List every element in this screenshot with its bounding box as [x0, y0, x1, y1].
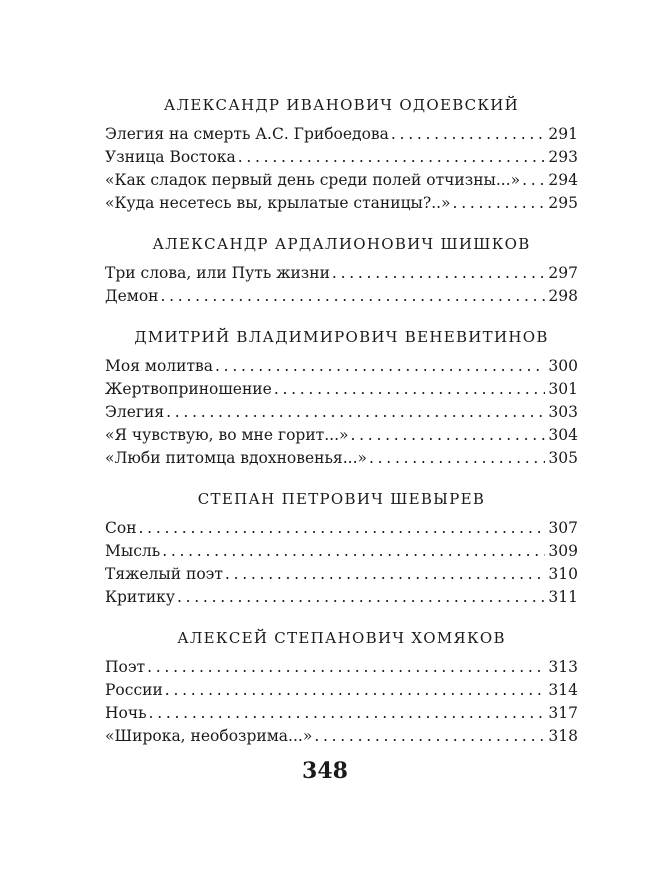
dot-leader: [215, 355, 545, 378]
entry-title: «Я чувствую, во мне горит...»: [105, 426, 349, 444]
dot-leader: [225, 563, 545, 586]
entry-title: Тяжелый поэт: [105, 565, 223, 583]
entry-title: Критику: [105, 588, 175, 606]
author-heading: АЛЕКСАНДР ИВАНОВИЧ ОДОЕВСКИЙ: [163, 96, 520, 114]
toc-section: [105, 326, 578, 470]
entry-page: 314: [548, 681, 578, 699]
entry-title: Ночь: [105, 704, 147, 722]
toc-entry: [105, 192, 578, 215]
entry-title: Элегия: [105, 403, 165, 421]
dot-leader: [238, 146, 546, 169]
entry-page: 295: [548, 194, 578, 212]
entry-title: Моя молитва: [105, 357, 214, 375]
dot-leader: [351, 424, 546, 447]
entry-page: 307: [548, 519, 578, 537]
entry-title: Жертвоприношение: [105, 380, 272, 398]
toc-section: [105, 488, 578, 609]
toc-entry: [105, 586, 578, 609]
entry-page: 313: [548, 658, 578, 676]
dot-leader: [162, 540, 545, 563]
toc-entry: [105, 563, 578, 586]
entry-title: Узница Востока: [105, 148, 236, 166]
toc-entry: [105, 517, 578, 540]
entry-page: 297: [548, 264, 578, 282]
dot-leader: [177, 586, 545, 609]
entry-page: 318: [548, 727, 578, 745]
entry-page: 303: [548, 403, 578, 421]
dot-leader: [166, 401, 545, 424]
entry-page: 294: [548, 171, 578, 189]
toc-entry: [105, 725, 578, 748]
entry-page: 301: [548, 380, 578, 398]
toc-entry: [105, 656, 578, 679]
toc-entry: [105, 355, 578, 378]
toc-entry: [105, 401, 578, 424]
entry-title: «Как сладок первый день среди полей отчизны...»: [105, 171, 521, 189]
author-heading: АЛЕКСАНДР АРДАЛИОНОВИЧ ШИШКОВ: [152, 235, 531, 253]
entry-page: 291: [548, 125, 578, 143]
dot-leader: [314, 725, 545, 748]
toc-entry: [105, 123, 578, 146]
entry-title: Поэт: [105, 658, 146, 676]
toc-entry: [105, 424, 578, 447]
author-heading: АЛЕКСЕЙ СТЕПАНОВИЧ ХОМЯКОВ: [177, 629, 506, 647]
entry-page: 309: [548, 542, 578, 560]
author-heading: ДМИТРИЙ ВЛАДИМИРОВИЧ ВЕНЕВИТИНОВ: [134, 328, 549, 346]
dot-leader: [274, 378, 546, 401]
entry-title: Сон: [105, 519, 137, 537]
entry-title: «Широка, необозрима...»: [105, 727, 313, 745]
toc-section: [105, 627, 578, 748]
dot-leader: [522, 169, 545, 192]
dot-leader: [332, 262, 545, 285]
toc-entry: [105, 169, 578, 192]
dot-leader: [369, 447, 545, 470]
toc-entry: [105, 146, 578, 169]
entry-title: Демон: [105, 287, 159, 305]
toc-section: [105, 233, 578, 308]
toc-section: [105, 94, 578, 215]
dot-leader: [391, 123, 546, 146]
dot-leader: [453, 192, 546, 215]
author-heading: СТЕПАН ПЕТРОВИЧ ШЕВЫРЕВ: [197, 490, 486, 508]
entry-title: России: [105, 681, 163, 699]
entry-page: 317: [548, 704, 578, 722]
entry-page: 310: [548, 565, 578, 583]
entry-title: Мысль: [105, 542, 161, 560]
entry-page: 298: [548, 287, 578, 305]
toc-entry: [105, 679, 578, 702]
entry-title: Элегия на смерть А.С. Грибоедова: [105, 125, 389, 143]
toc-entry: [105, 262, 578, 285]
entry-page: 293: [548, 148, 578, 166]
toc-entry: [105, 285, 578, 308]
dot-leader: [139, 517, 546, 540]
entry-page: 305: [548, 449, 578, 467]
entry-page: 311: [548, 588, 578, 606]
page-number: 348: [302, 758, 348, 784]
toc-entry: [105, 540, 578, 563]
entry-title: Три слова, или Путь жизни: [105, 264, 330, 282]
entry-title: «Куда несетесь вы, крылатые станицы?..»: [105, 194, 451, 212]
entry-page: 300: [548, 357, 578, 375]
entry-title: «Люби питомца вдохновенья...»: [105, 449, 367, 467]
toc-entry: [105, 702, 578, 725]
dot-leader: [161, 285, 546, 308]
dot-leader: [149, 702, 546, 725]
entry-page: 304: [548, 426, 578, 444]
table-of-contents: [105, 94, 578, 766]
toc-entry: [105, 378, 578, 401]
dot-leader: [165, 679, 546, 702]
dot-leader: [147, 656, 545, 679]
toc-entry: [105, 447, 578, 470]
